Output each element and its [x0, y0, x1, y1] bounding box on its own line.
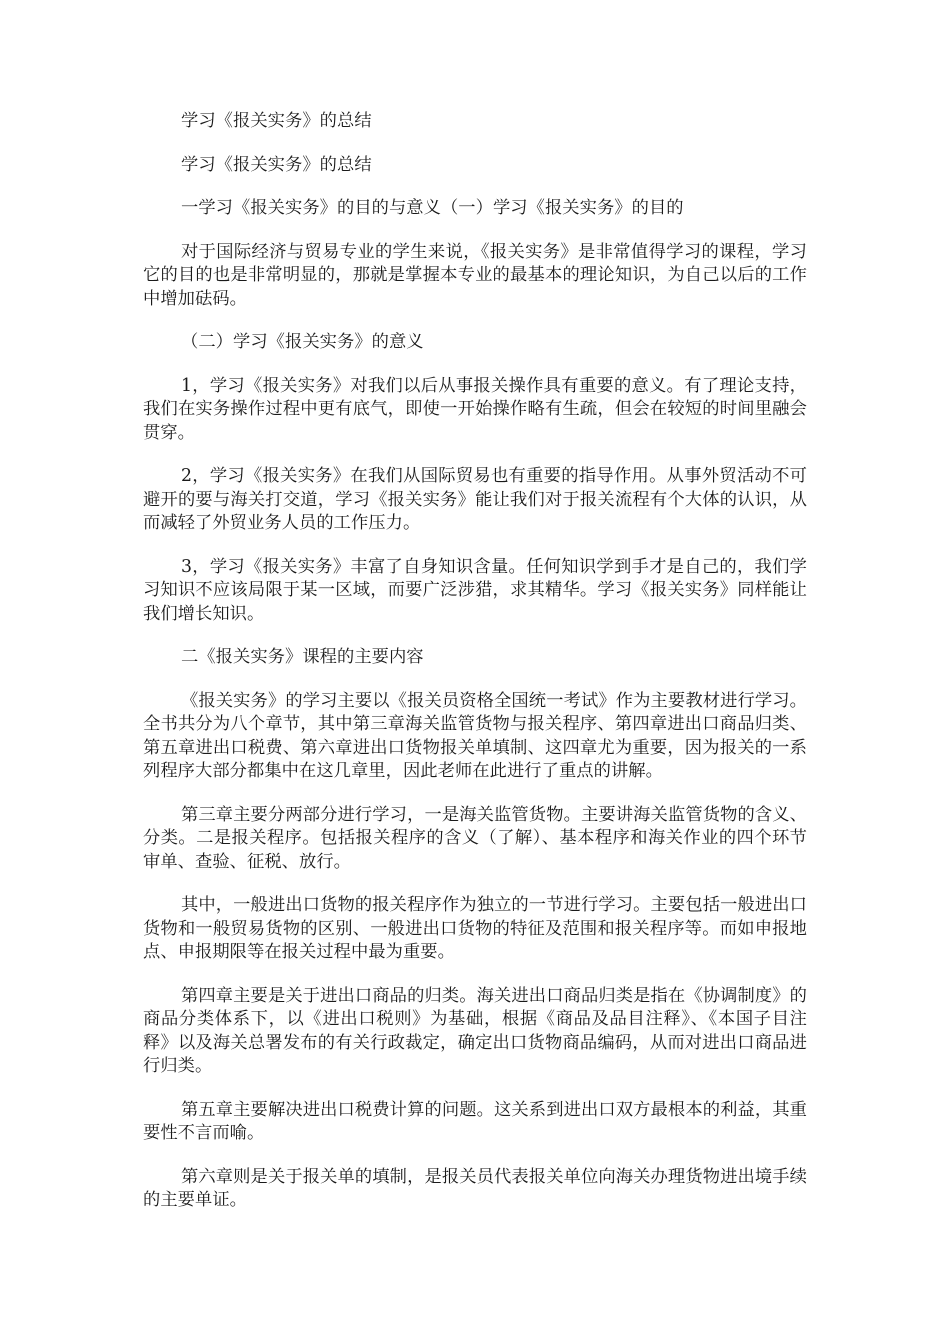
document-page: [143, 110, 807, 1233]
section-heading-purpose: 一学习《报关实务》的目的与意义（一）学习《报关实务》的目的: [181, 198, 684, 218]
body-paragraph: 对于国际经济与贸易专业的学生来说，《报关实务》是非常值得学习的课程，学习它的目的也是非常明显的，那就是掌握本专业的最基本的理论知识，为自己以后的工作中增加砝码。: [143, 241, 807, 309]
document-title: 学习《报关实务》的总结: [181, 111, 372, 131]
section-heading-significance: （二）学习《报关实务》的意义: [181, 332, 424, 352]
body-paragraph: 2，学习《报关实务》在我们从国际贸易也有重要的指导作用。从事外贸活动不可避开的要与海关打交道，学习《报关实务》能让我们对于报关流程有个大体的认识，从而减轻了外贸业务人员的工作压力。: [143, 466, 807, 533]
document-subtitle: 学习《报关实务》的总结: [181, 154, 372, 175]
body-paragraph: 其中，一般进出口货物的报关程序作为独立的一节进行学习。主要包括一般进出口货物和一般贸易货物的区别、一般进出口货物的特征及范围和报关程序等。而如申报地点、申报期限等在报关过程中最为重要。: [143, 895, 807, 962]
body-paragraph: 第三章主要分两部分进行学习，一是海关监管货物。主要讲海关监管货物的含义、分类。二是报关程序。包括报关程序的含义（了解）、基本程序和海关作业的四个环节审单、查验、征税、放行。: [143, 804, 807, 872]
body-paragraph: 第六章则是关于报关单的填制，是报关员代表报关单位向海关办理货物进出境手续的主要单证。: [143, 1166, 807, 1210]
body-paragraph: 《报关实务》的学习主要以《报关员资格全国统一考试》作为主要教材进行学习。全书共分为八个章节，其中第三章海关监管货物与报关程序、第四章进出口商品归类、第五章进出口税费、第六章进出口货物报关单填制、这四章尤为重要，因为报关的一系列程序大部分都集中在这几章里，因此老师在此进行了重点的讲解。: [143, 690, 807, 781]
body-paragraph: 1，学习《报关实务》对我们以后从事报关操作具有重要的意义。有了理论支持，我们在实务操作过程中更有底气，即使一开始操作略有生疏，但会在较短的时间里融会贯穿。: [143, 375, 807, 443]
section-heading-content: 二《报关实务》课程的主要内容: [181, 647, 424, 667]
body-paragraph: 3，学习《报关实务》丰富了自身知识含量。任何知识学到手才是自己的，我们学习知识不应该局限于某一区域，而要广泛涉猎，求其精华。学习《报关实务》同样能让我们增长知识。: [143, 556, 807, 624]
body-paragraph: 第五章主要解决进出口税费计算的问题。这关系到进出口双方最根本的利益，其重要性不言而喻。: [143, 1099, 807, 1143]
body-paragraph: 第四章主要是关于进出口商品的归类。海关进出口商品归类是指在《协调制度》的商品分类体系下，以《进出口税则》为基础，根据《商品及品目注释》、《本国子目注释》以及海关总署发布的有关行政裁定，确定出口货物商品编码，从而对进出口商品进行归类。: [143, 985, 807, 1076]
